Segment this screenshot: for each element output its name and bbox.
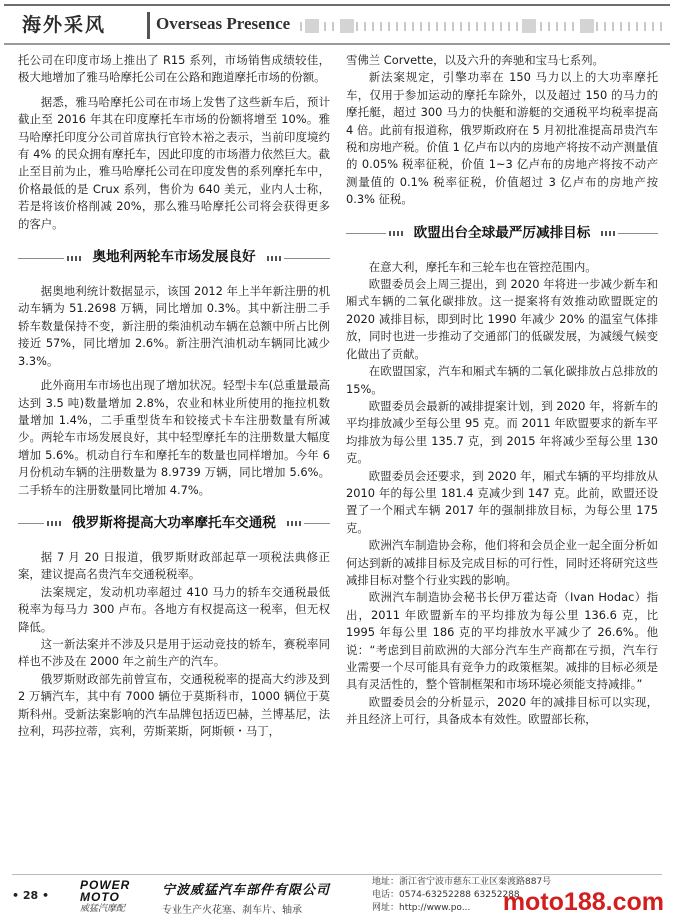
paragraph: 欧洲汽车制造协会称，他们将和会员企业一起全面分析如何达到新的减排目标及完成目标的可行性，同时还将研究这些减排目标对整个行业实践的影响。 [346,538,658,587]
header-rule-top [4,4,670,6]
article-heading-austria [18,243,330,273]
article-heading-russia [18,509,330,539]
heading-title: 欧盟出台全球最严厉减排目标 [413,224,591,241]
paragraph: 在意大利，摩托车和三轮车也在管控范围内。 [368,259,597,274]
paragraph: 欧盟委员会还要求，到 2020 年，厢式车辆的平均排放从 2010 年的每公里 181.4 克减少到 147 克。此前，欧盟还设置了一个厢式车辆 2017 年的强制排放目标，为每公里 175 克。 [346,468,658,535]
heading-rule [18,523,44,524]
page-footer [0,874,674,921]
watermark-logo: moto188.com [502,888,664,916]
paragraph: 托公司在印度市场上推出了 R15 系列，市场销售成绩较佳，极大地增加了雅马哈摩托公司在公路和跑道摩托市场的份额。 [18,53,330,85]
section-name-en: Overseas Presence [156,14,291,33]
brand-name-en: POWER MOTO [80,878,131,904]
page-number: • 28 • [12,889,50,902]
paragraph: 据悉，雅马哈摩托公司在市场上发售了这些新车后，预计截止至 2016 年其在印度摩托车市场的份额将增至 10%。雅马哈摩托印度分公司首席执行官铃木裕之表示，当前印度境约有 4% 的民众拥有摩托车，因此印度的市场潜力依然巨大。截止至目前为止，雅马哈摩托公司在印度发售的系列摩托车中，价格最低的是 Crux 系列，售价为 640 美元，业内人士称，若是将该价格削减 20%，那么雅马哈摩托公司将会获得更多的客户。 [18,94,330,231]
header-decoration-stripes [300,22,668,31]
ad-company-name: 宁波威猛汽车部件有限公司 [162,883,331,898]
heading-rule [18,258,64,259]
paragraph: 此外商用车市场也出现了增加状况。轻型卡车(总重量最高达到 3.5 吨)数量增加 2.8%，农业和林业所使用的拖拉机数量增加 1.4%，二手重型货车和铰接式卡车注册数量有所减少。两轮车市场发展良好，其中轻型摩托车的注册数量大幅度增加 5.6%。机动自行车和摩托车的数量也同样增加。今年 6 月份机动车辆的注册数量为 8.9739 万辆，同比增加 5.6%。二手轿车的注册数量同比增加 4.7%。 [18,378,331,497]
paragraph: 俄罗斯财政部先前曾宣布，交通税税率的提高大约涉及到 2 万辆汽车，其中有 7000 辆位于莫斯科市，1000 辆位于莫斯科州。受新法案影响的汽车品牌包括迈巴赫，兰博基尼，法拉利，玛莎拉蒂，宾利，劳斯莱斯，阿斯顿・马丁， [18,671,330,738]
header-decoration-block [305,19,319,33]
brand-logo [80,879,146,915]
paragraph: 这一新法案并不涉及只是用于运动竞技的轿车，赛税率同样也不涉及在 2000 年之前生产的汽车。 [18,636,330,669]
paragraph: 欧盟委员会上周三提出，到 2020 年将进一步减少新车和厢式车辆的二氧化碳排放。这一提案将有效推动欧盟既定的 2020 减排目标，即到时比 1990 年减少 20% 的温室气体排放，同时也进一步推动了交通部门的低碳发展，为减缓气候变化做出了贡献。 [346,277,658,361]
right-column [346,52,658,729]
header-separator [147,12,150,39]
paragraph: 在欧盟国家，汽车和厢式车辆的二氧化碳排放占总排放的 15%。 [346,364,658,396]
paragraph: 据奥地利统计数据显示，该国 2012 年上半年新注册的机动车辆为 51.2698 万辆，同比增加 0.3%。其中新注册二手轿车数量保持不变，新注册的柴油机动车辆在总额中所占比例接近 57%，同比增加 2.6%。新注册汽油机动车辆同比减少 3.3%。 [18,284,330,368]
heading-rule [284,258,330,259]
page-header [0,0,674,46]
paragraph: 欧盟委员会最新的减排提案计划，到 2020 年，将新车的平均排放减少至每公里 95 克。而 2011 年欧盟要求的新车平均排放为每公里 135.7 克，到 2015 年将减少至每公里 130 克。 [346,398,658,466]
heading-dots [267,256,281,261]
section-name-cn: 海外采风 [22,14,107,36]
heading-dots [389,231,403,236]
heading-dots [601,231,615,236]
paragraph: 新法案规定，引擎功率在 150 马力以上的大功率摩托车，仅用于参加运动的摩托车除外，以及超过 150 的马力的摩托艇，超过 300 马力的快艇和游艇的交通税平均税率提高 4 倍。此前有报道称，俄罗斯政府在 5 月初批准提高昂贵汽车税和房地产税。价值 1 亿卢布以内的房地产将按不动产测量值的 0.05% 税率征税，价值 1~3 亿卢布的房地产将按不动产测量值的 0.1% 税率征税，价值超过 3 亿卢布的房地产按 0.3% 征税。 [346,70,658,207]
ad-website: 网址：http://www.po... [372,903,471,913]
ad-address: 地址：浙江省宁波市慈东工业区秦渡路887号 [372,877,552,887]
header-rule-bottom [4,43,670,45]
article-heading-eu [346,219,658,249]
paragraph: 法案规定，发动机功率超过 410 马力的轿车交通税最低税率为每马力 300 卢布。各地方有权提高这一税率，但无权降低。 [18,584,330,634]
heading-rule [618,233,658,234]
header-decoration-block [522,19,536,33]
heading-rule [346,233,386,234]
heading-dots [287,521,301,526]
paragraph: 雪佛兰 Corvette，以及六升的奔驰和宝马七系列。 [346,53,604,67]
header-decoration-block [340,19,354,33]
heading-title: 奥地利两轮车市场发展良好 [92,249,256,266]
paragraph: 据 7 月 20 日报道，俄罗斯财政部起草一项税法典修正案，建议提高名贵汽车交通税税率。 [18,549,330,582]
footer-rule [12,874,662,875]
heading-title: 俄罗斯将提高大功率摩托车交通税 [72,515,276,532]
brand-name-cn: 威猛汽摩配 [80,904,126,914]
paragraph: 欧盟委员会的分析显示，2020 年的减排目标可以实现，并且经济上可行，具备成本有效性。欧盟部长称， [346,694,658,727]
paragraph: 欧洲汽车制造协会秘书长伊万霍达奇（Ivan Hodac）指出，2011 年欧盟新车的平均排放为每公里 136.6 克，比 1995 年每公里 186 克的平均排放水平减少了 26.6%。他说：“考虑到目前欧洲的大部分汽车生产商都在亏损，汽车行业需要一个尽可能具有竞争力的政策框架。减排的目标必须是具有灵活性的，整个管制框架和市场环境必须能支持减排。” [346,590,658,692]
heading-dots [47,521,61,526]
ad-slogan: 专业生产火花塞、刹车片、轴承 [162,905,302,916]
header-decoration-block [580,19,594,33]
heading-dots [67,256,81,261]
heading-rule [304,523,330,524]
ad-phone: 电话：0574-63252288 63252288 [372,890,520,900]
left-column [18,52,330,740]
